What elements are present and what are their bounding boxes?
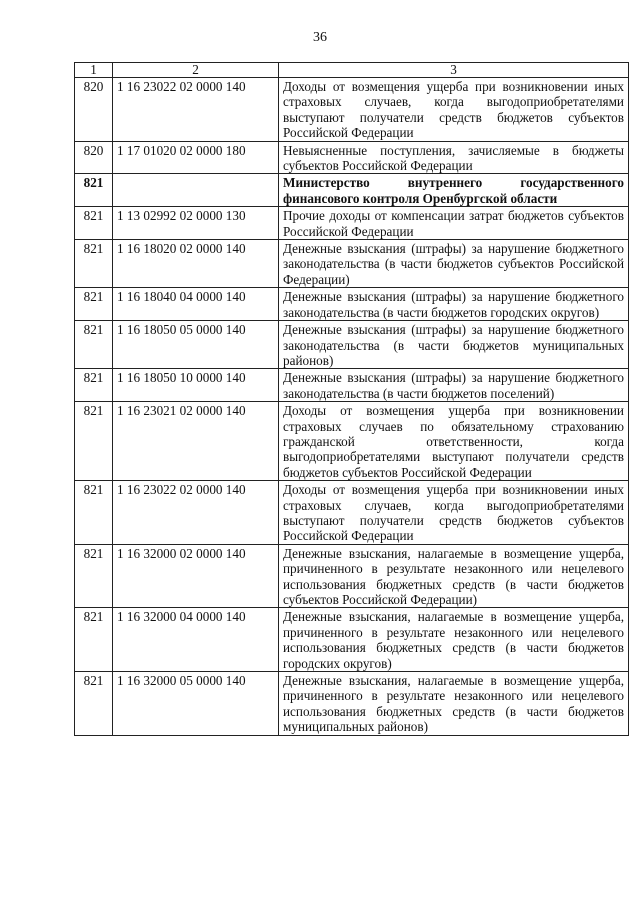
admin-code-cell: 821 xyxy=(75,608,113,672)
description-cell: Министерство внутреннего государственного финансового контроля Оренбургской области xyxy=(279,174,629,207)
revenue-code-cell: 1 16 32000 04 0000 140 xyxy=(113,608,279,672)
revenue-code-cell: 1 16 18050 10 0000 140 xyxy=(113,369,279,402)
table-row xyxy=(75,369,629,402)
table-row xyxy=(75,608,629,672)
revenue-code-cell: 1 16 32000 05 0000 140 xyxy=(113,672,279,736)
revenue-code-cell: 1 16 23022 02 0000 140 xyxy=(113,481,279,545)
table-row xyxy=(75,240,629,288)
admin-code-cell: 821 xyxy=(75,544,113,608)
table-row xyxy=(75,402,629,481)
revenue-code-cell xyxy=(113,174,279,207)
table-row xyxy=(75,288,629,321)
table-row xyxy=(75,174,629,207)
admin-code-cell: 821 xyxy=(75,288,113,321)
description-cell: Денежные взыскания (штрафы) за нарушение бюджетного законодательства (в части бюджетов муниципальных районов) xyxy=(279,321,629,369)
table-row xyxy=(75,672,629,736)
admin-code-cell: 821 xyxy=(75,672,113,736)
header-col-3: 3 xyxy=(279,63,629,78)
description-cell: Денежные взыскания (штрафы) за нарушение бюджетного законодательства (в части бюджетов субъектов Российской Федерации) xyxy=(279,240,629,288)
header-col-2: 2 xyxy=(113,63,279,78)
description-cell: Денежные взыскания, налагаемые в возмещение ущерба, причиненного в результате незаконного или нецелевого использования бюджетных средств (в части бюджетов муниципальных районов) xyxy=(279,672,629,736)
table-header-row xyxy=(75,63,629,78)
table-row xyxy=(75,78,629,142)
table-body xyxy=(75,78,629,736)
revenue-code-cell: 1 17 01020 02 0000 180 xyxy=(113,141,279,174)
description-cell: Денежные взыскания, налагаемые в возмещение ущерба, причиненного в результате незаконного или нецелевого использования бюджетных средств (в части бюджетов субъектов Российской Федерации) xyxy=(279,544,629,608)
admin-code-cell: 820 xyxy=(75,78,113,142)
revenue-code-cell: 1 16 18050 05 0000 140 xyxy=(113,321,279,369)
table-row xyxy=(75,481,629,545)
description-cell: Доходы от возмещения ущерба при возникновении страховых случаев по обязательному страхованию гражданской ответственности, когда выгодоприобретателями выступают получатели средств бюджетов субъектов Российской Федерации xyxy=(279,402,629,481)
description-cell: Денежные взыскания (штрафы) за нарушение бюджетного законодательства (в части бюджетов городских округов) xyxy=(279,288,629,321)
revenue-code-cell: 1 16 23022 02 0000 140 xyxy=(113,78,279,142)
header-col-1: 1 xyxy=(75,63,113,78)
description-cell: Доходы от возмещения ущерба при возникновении иных страховых случаев, когда выгодоприобретателями выступают получатели средств бюджетов субъектов Российской Федерации xyxy=(279,481,629,545)
revenue-codes-table xyxy=(74,62,629,736)
admin-code-cell: 821 xyxy=(75,481,113,545)
table-row xyxy=(75,321,629,369)
revenue-code-cell: 1 16 18020 02 0000 140 xyxy=(113,240,279,288)
page-number: 36 xyxy=(313,30,327,45)
admin-code-cell: 821 xyxy=(75,207,113,240)
admin-code-cell: 821 xyxy=(75,321,113,369)
table-row xyxy=(75,141,629,174)
table-row xyxy=(75,207,629,240)
description-cell: Денежные взыскания (штрафы) за нарушение бюджетного законодательства (в части бюджетов поселений) xyxy=(279,369,629,402)
admin-code-cell: 821 xyxy=(75,174,113,207)
description-cell: Невыясненные поступления, зачисляемые в бюджеты субъектов Российской Федерации xyxy=(279,141,629,174)
revenue-code-cell: 1 16 18040 04 0000 140 xyxy=(113,288,279,321)
revenue-code-cell: 1 16 32000 02 0000 140 xyxy=(113,544,279,608)
admin-code-cell: 821 xyxy=(75,369,113,402)
revenue-code-cell: 1 16 23021 02 0000 140 xyxy=(113,402,279,481)
admin-code-cell: 821 xyxy=(75,402,113,481)
description-cell: Прочие доходы от компенсации затрат бюджетов субъектов Российской Федерации xyxy=(279,207,629,240)
description-cell: Доходы от возмещения ущерба при возникновении иных страховых случаев, когда выгодоприобретателями выступают получатели средств бюджетов субъектов Российской Федерации xyxy=(279,78,629,142)
admin-code-cell: 820 xyxy=(75,141,113,174)
description-cell: Денежные взыскания, налагаемые в возмещение ущерба, причиненного в результате незаконного или нецелевого использования бюджетных средств (в части бюджетов городских округов) xyxy=(279,608,629,672)
admin-code-cell: 821 xyxy=(75,240,113,288)
revenue-code-cell: 1 13 02992 02 0000 130 xyxy=(113,207,279,240)
table-row xyxy=(75,544,629,608)
